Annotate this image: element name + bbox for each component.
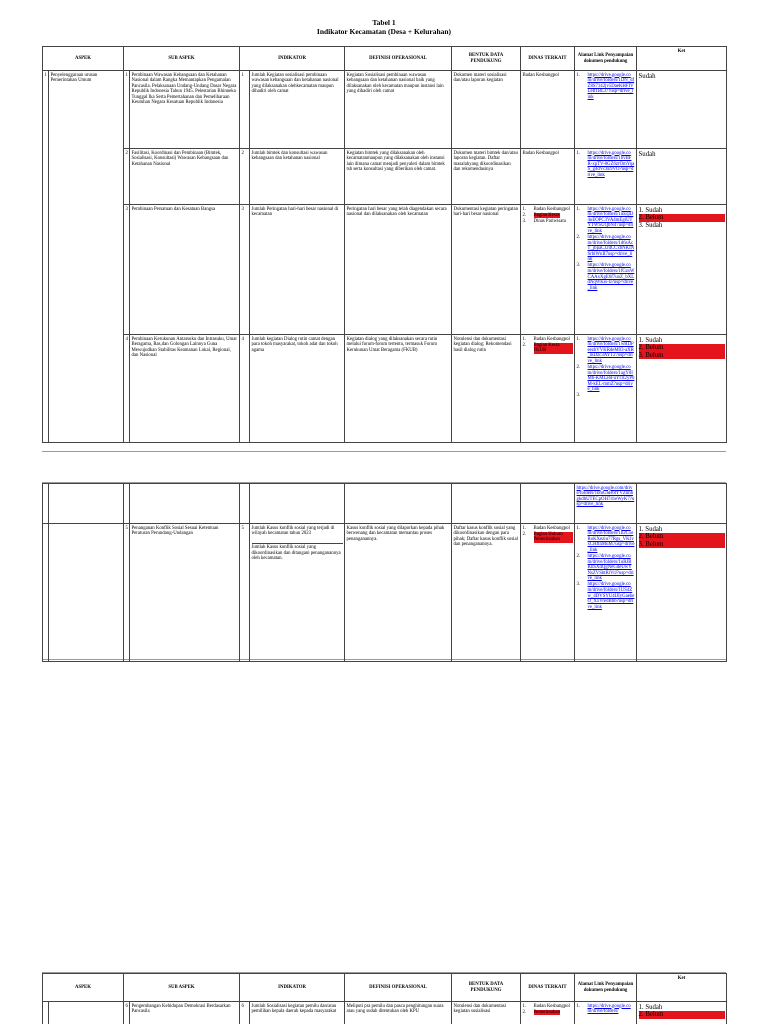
dinas-name: Badan Kesbangpol <box>533 1003 570 1009</box>
ket-status <box>639 337 725 360</box>
document-link[interactable]: https://drive.google.com/drive/folders/1bvBFR-xpTV-8GZ6zrOmYqaS_g4dVcJE9VO?usp=drive_link <box>587 150 635 178</box>
list-item <box>577 554 635 582</box>
indikator-number-text: 3 <box>241 206 244 212</box>
ket-status-item: Sudah <box>638 72 656 80</box>
dinas-name: Badan Kesbangpol <box>522 72 559 78</box>
list-number: 2. <box>522 212 527 218</box>
definisi-text: Meliputi pra pemilu dan pasca penghitungan suara atau yang sudah ditentukan oleh KPU <box>346 1003 444 1015</box>
table-title: Tabel 1 <box>372 18 396 27</box>
dinas-name: Badan Kesbangpol <box>533 525 570 531</box>
indikator-number-text: 6 <box>241 1003 244 1009</box>
sub-aspek-text: Pengembangan Kehidupan Demokrasi Berdasarkan Pancasila <box>131 1003 231 1015</box>
bentuk-data <box>452 1002 521 1024</box>
indikator-number-text: 2 <box>241 150 244 156</box>
dinas-terkait <box>521 335 575 443</box>
sub-aspek-text: Penanganan Konflik Sosial Sesuai Ketentuan Peraturan Perundang-Undangan <box>131 525 219 537</box>
ket-status <box>639 526 725 549</box>
definisi-operasional <box>345 149 452 205</box>
bentuk-data <box>452 524 521 662</box>
indikator-number <box>240 71 250 149</box>
list-number: 2. <box>576 364 581 370</box>
ket-status-item: 2. Belum <box>639 214 725 222</box>
list-number: 1. <box>522 525 527 531</box>
indikator <box>250 149 345 205</box>
indikator-secondary-text: Jumlah Kasus konflik sosial yang dikoordinasikan dan ditangani penanganannya oleh kecamatan. <box>251 545 341 562</box>
list-number: 1. <box>576 150 581 156</box>
list-number: 2. <box>522 342 527 348</box>
indikator-text: Jumlah Sosialisasi kegiatan pemilu dan/atau pemilihan kepala daerah kepada masyarakat <box>251 1003 337 1015</box>
list-item <box>523 213 573 219</box>
document-link[interactable]: https://drive.google.com/drive/folders/1uRJBKhSXdQgNeGdeUwYNsZVSbtRiVrJ?usp=drive_link <box>587 553 634 582</box>
alamat-link <box>575 149 637 205</box>
alamat-link <box>575 71 637 149</box>
ket-status-item: 2. Belum <box>639 1011 725 1019</box>
col-header-sub-aspek: SUB ASPEK <box>124 974 240 1002</box>
bentuk-text: Notulensi dan dokumentasi kegiatan sosialisasi <box>453 1003 507 1015</box>
sub-aspek-number-text: 5 <box>125 525 128 531</box>
definisi-text: Kasus konflik sosial yang dilaporkan kepada pihak berwenang dan kecamatan memantau proses penanganannya. <box>346 525 445 542</box>
indikator <box>250 335 345 443</box>
list-item <box>577 207 635 235</box>
sub-aspek <box>130 335 240 443</box>
indikator-secondary <box>252 543 343 562</box>
indikator-text: Jumlah Kegiatan sosialisasi pembinaan wawasan kebangsaan dan ketahanan nasional yang dilaksanakan olehkecamatan maupun dihadiri oleh camat <box>251 72 339 95</box>
definisi-text: Peringatan hari besar yang telah diagendakan secara nasional dan dilaksanakan oleh kecamatan <box>346 206 447 218</box>
ket <box>637 149 727 205</box>
list-number: 2. <box>576 553 581 559</box>
ket-status-item: 1. Sudah <box>638 206 663 214</box>
list-item <box>523 337 573 343</box>
sub-aspek <box>130 149 240 205</box>
list-item <box>577 365 635 393</box>
document-link[interactable]: https://drive.google.com/drive/folders/1fGzsWCAAxXgE6f7uoZ_bXLdNqWKis-tJ?usp=drive_link <box>587 263 635 291</box>
empty-cell <box>250 484 345 524</box>
table-row <box>43 524 727 662</box>
col-header-sub-aspek: SUB ASPEK <box>124 47 240 71</box>
indikator-text: Jumlah Peringatan hari-hari besar nasional di kecamatan <box>251 206 339 218</box>
list-number: 3. <box>576 582 581 588</box>
dinas-terkait <box>521 205 575 335</box>
aspek-name <box>49 71 124 443</box>
sub-aspek-text: Fasilitasi, Koordinasi dan Pembinaan (Bimtek, Sosialisasi, Konsultasi) Wawasan Kebangsaan dan Ketahanan Nasional <box>131 150 229 167</box>
list-number: 1. <box>576 206 581 212</box>
empty-cell <box>452 484 521 524</box>
list-item <box>577 263 635 291</box>
list-number: 2. <box>576 234 581 240</box>
ket-status-item: 2. Belum <box>639 344 725 352</box>
dinas-name: Badan Kesbangpol <box>533 336 570 342</box>
sub-aspek <box>130 524 240 662</box>
sub-aspek <box>130 71 240 149</box>
definisi-text: Kegiatan dialog yang dilaksanakan secara rutin melalui forum-forum tertentu, termasuk Forum Kerukunan Umat Beragama (FKUB) <box>346 336 438 353</box>
bentuk-data <box>452 335 521 443</box>
sub-aspek-text: Pembinaan Persatuan dan Kesatuan Bangsa <box>131 206 216 212</box>
list-number: 1. <box>522 336 527 342</box>
definisi-operasional <box>345 1002 452 1024</box>
alamat-link <box>575 1002 637 1024</box>
ket <box>637 205 727 335</box>
indikator-text: Jumlah bimtek dan konsultasi wawasan kebangsaan dan ketahanan nasional <box>251 150 328 162</box>
sub-aspek-number-text: 4 <box>125 336 128 342</box>
col-header-bentuk: BENTUK DATA PENDUKUNG <box>452 974 521 1002</box>
aspek-number-text: 1 <box>44 72 47 78</box>
sub-aspek-text: Pembinaan Kerukunan Antarsuku dan Intrasuku, Umat Beragama, Ras,dan Golongan Lainnya Guna Mewujudkan Stabilitas Keamanan Lokal, Regional, dan Nasional <box>131 336 237 359</box>
dinas-name: Badan Kesbangpol <box>533 206 570 212</box>
empty-cell <box>49 484 124 524</box>
indikator-text: Jumlah Kasus konflik sosial yang terjadi di wilayah kecamatan tahun 2023 <box>251 525 335 537</box>
bentuk-data <box>452 149 521 205</box>
document-link[interactable]: https://drive.google.com/drive/folders/1agY0IMb-KMLa6FuYt1t2yP0M-kEL-mmZ?usp=drive_link <box>587 364 635 393</box>
ket-status-item: 1. Sudah <box>638 336 663 344</box>
alamat-link <box>575 524 637 662</box>
col-header-indikator: INDIKATOR <box>240 47 345 71</box>
list-number: 1. <box>576 336 581 342</box>
indikator-number-text: 4 <box>241 336 244 342</box>
ket-status-item: 2. Belum <box>639 533 725 541</box>
dinas-name: Bagian Kesra FKUB <box>534 343 573 354</box>
list-item <box>577 151 635 179</box>
ket <box>637 71 727 149</box>
indikator-number-text: 5 <box>241 525 244 531</box>
list-number: 3. <box>522 218 527 224</box>
definisi-operasional <box>345 205 452 335</box>
col-header-aspek: ASPEK <box>43 974 124 1002</box>
document-page-2 <box>42 482 726 660</box>
bentuk-data <box>452 71 521 149</box>
list-item <box>523 207 573 213</box>
list-item <box>523 1004 573 1010</box>
sub-aspek-text: Pembinaan Wawasan Kebangsaan dan Ketahanan Nasional dalam Rangka Memantapkan Pengamalan Pancasila. Pelaksanaan Undang-Undang Dasar Negara Republik Indonesia Tahun 1945. Pelestarian Bhinneka Tunggal Ika Serta Pemertahanan dan Pemeliharaan Keutuhan Negara Kesatuan Republik Indonesia <box>131 72 237 106</box>
indicator-table <box>42 46 727 443</box>
indicator-table-continued <box>42 483 727 662</box>
list-item <box>523 526 573 532</box>
bentuk-text: Dokumen materi sosialisasi dan/atau laporan kegiatan <box>453 72 507 84</box>
col-header-definisi: DEFINISI OPERASIONAL <box>345 47 452 71</box>
definisi-text: Kegiatan Sosialisasi pembinaan wawasan kebangsaan dan ketahanan nasional baik yang dilaksanakan oleh kecamatan maupun instansi lain yang dihadiri oleh camat <box>346 72 444 95</box>
dinas-name: Badan Kesbangpol <box>522 150 559 156</box>
document-page-1 <box>42 0 726 452</box>
dinas-name: Dinas Pariwisata <box>533 218 566 224</box>
definisi-operasional <box>345 524 452 662</box>
ket <box>637 335 727 443</box>
list-number: 2. <box>522 1009 527 1015</box>
definisi-operasional <box>345 335 452 443</box>
list-item <box>577 73 635 101</box>
aspek-name <box>49 1002 124 1024</box>
list-number: 3. <box>576 263 581 269</box>
ket-status <box>639 1004 725 1019</box>
ket <box>637 1002 727 1024</box>
sub-aspek-number-text: 2 <box>125 150 128 156</box>
ket-status-item: 1. Sudah <box>638 1003 663 1011</box>
list-item <box>577 393 635 399</box>
list-item <box>523 532 573 543</box>
ket-status-item: 3. Sudah <box>638 221 663 229</box>
document-page-3 <box>42 972 726 1024</box>
col-header-ket: Ket <box>637 47 727 71</box>
list-item <box>523 1010 573 1016</box>
bentuk-data <box>452 205 521 335</box>
table-row <box>43 149 727 205</box>
dinas-name: Bagian Kesra <box>533 212 560 218</box>
table-row <box>43 71 727 149</box>
document-link[interactable]: https://drive.google.com/drive/folders/ <box>587 1003 631 1015</box>
list-number: 3. <box>576 393 581 399</box>
indikator <box>250 205 345 335</box>
sub-aspek-number-text: 3 <box>125 206 128 212</box>
ket-status-item: 3. Belum <box>639 541 725 549</box>
list-number: 1. <box>576 1003 581 1009</box>
list-number: 1. <box>522 1003 527 1009</box>
col-header-aspek: ASPEK <box>43 47 124 71</box>
indikator-text: Jumlah kegiatan Dialog rutin camat dengan para tokoh masyarakat, tokoh adat dan tokoh agama <box>251 336 338 353</box>
ket-status-item: 3. Belum <box>639 352 725 360</box>
ket <box>637 524 727 662</box>
list-item <box>577 235 635 263</box>
dinas-terkait <box>521 524 575 662</box>
sub-aspek-number-text: 6 <box>125 1003 128 1009</box>
indikator-number <box>240 149 250 205</box>
alamat-link <box>575 335 637 443</box>
document-link[interactable]: https://drive.google.com/drive/folders/1bmGnB6tYVZnnhgkdhUTECpOH741eWyK7?usp=drive_link <box>576 485 635 508</box>
list-item <box>577 582 635 610</box>
document-link[interactable]: https://drive.google.com/drive/folders/1d6sAcT_jbpaCJ2dCCxbNKINSrbiWnII7usp=drive_link <box>587 234 635 263</box>
list-number: 1. <box>522 206 527 212</box>
aspek-name-text: Penyelenggaraan urusan Pemerintahan Umum <box>50 72 98 84</box>
col-header-alamat: Alamat Link Penyampaian dokumen pendukung <box>575 47 637 71</box>
dinas-terkait <box>521 149 575 205</box>
indikator-number <box>240 524 250 662</box>
ket-status <box>639 151 725 159</box>
col-header-indikator: INDIKATOR <box>240 974 345 1002</box>
table-row-continued <box>43 484 727 524</box>
list-item <box>577 1004 635 1015</box>
list-item <box>577 526 635 554</box>
definisi-operasional <box>345 71 452 149</box>
table-row <box>43 1002 727 1024</box>
ket-status <box>639 73 725 81</box>
definisi-text: Kegiatan bimtek yang dilaksanakan oleh kecamatanmaupun yang dilaksanakan oleh instansi lain dimana camat menjadi penyaleri dalam bimtek tsb serta konsultasi yang diberikan oleh camat. <box>346 150 445 173</box>
alamat-link <box>575 205 637 335</box>
list-number: 1. <box>576 72 581 78</box>
empty-cell <box>240 484 250 524</box>
indikator-number-text: 1 <box>241 72 244 78</box>
bentuk-text: Notulensi dan dokumentasi kegiatan dialog; Rekomendasi hasil dialog rutin <box>453 336 512 353</box>
indikator-number <box>240 1002 250 1024</box>
document-link[interactable]: https://drive.google.com/drive/folders/1wRIJPeezhVVKRdeM03-aXR_ikDzc3AYT27usp=drive_link <box>587 336 634 364</box>
document-link[interactable]: https://drive.google.com/drive/folders/1DN_dfZ8S7142jv5DaeKHFIVLeIt1BLJ7?usp=drive_link <box>587 72 635 100</box>
indicator-table-page3 <box>42 973 727 1024</box>
bentuk-text: Dokumentasi kegiatan peringatan hari-hari besar nasional <box>453 206 518 218</box>
empty-cell <box>345 484 452 524</box>
dinas-name: Pemerintahan <box>533 1009 560 1015</box>
ket <box>637 484 727 524</box>
ket-status-item: Sudah <box>638 150 656 158</box>
ket-status-item: 1. Sudah <box>638 525 663 533</box>
table-row <box>43 335 727 443</box>
table-subtitle: Indikator Kecamatan (Desa + Kelurahan) <box>316 27 452 36</box>
col-header-dinas: DINAS TERKAIT <box>521 47 575 71</box>
dinas-terkait <box>521 1002 575 1024</box>
dinas-terkait <box>521 71 575 149</box>
bentuk-text: Daftar kasus konflik sosial yang dikoordinasikan dengan para pihak; Daftar kasus konflik sosial dan penanganannya. <box>453 525 518 548</box>
indikator <box>250 1002 345 1024</box>
col-header-bentuk: BENTUK DATA PENDUKUNG <box>452 47 521 71</box>
document-link[interactable]: https://drive.google.com/drive/folders/1uEqiD4oEOPC3VA4mEgiUTYTWSUQbN47usp=drive_link <box>587 206 634 234</box>
list-item <box>577 337 635 365</box>
sub-aspek-number-text: 1 <box>125 72 128 78</box>
col-header-definisi: DEFINISI OPERASIONAL <box>345 974 452 1002</box>
indikator-number <box>240 205 250 335</box>
empty-cell <box>521 484 575 524</box>
col-header-dinas: DINAS TERKAIT <box>521 974 575 1002</box>
list-number: 1. <box>576 525 581 531</box>
dinas-name: Bagian Hukum Pemerintahan <box>534 532 573 543</box>
list-item <box>523 343 573 354</box>
indikator <box>250 524 345 662</box>
col-header-alamat: Alamat Link Penyampaian dokumen pendukung <box>575 974 637 1002</box>
empty-cell <box>130 484 240 524</box>
ket-status <box>639 207 725 230</box>
list-number: 2. <box>522 531 527 537</box>
aspek-name <box>49 524 124 662</box>
alamat-link <box>575 484 637 524</box>
bentuk-text: Dokumen materi bimtek dan/atau laporan kegiatan. Daftar masalahyang dikoordinasikan dan rekomendasinya <box>453 150 518 173</box>
col-header-ket: Ket <box>637 974 727 1002</box>
document-link[interactable]: https://drive.google.com/drive/folders/1b2C5eRoKXeziu77Rgs_VKJvxCHflnMuM7usp=drive_link <box>587 525 635 553</box>
table-row <box>43 205 727 335</box>
sub-aspek <box>130 1002 240 1024</box>
sub-aspek <box>130 205 240 335</box>
indikator <box>250 71 345 149</box>
list-item <box>523 219 573 225</box>
indikator-number <box>240 335 250 443</box>
document-link[interactable]: https://drive.google.com/drive/folders/1US4Zw_4DVSYU4IJIyGaebeO_XxVredBh6?usp=drive_link <box>587 582 635 610</box>
